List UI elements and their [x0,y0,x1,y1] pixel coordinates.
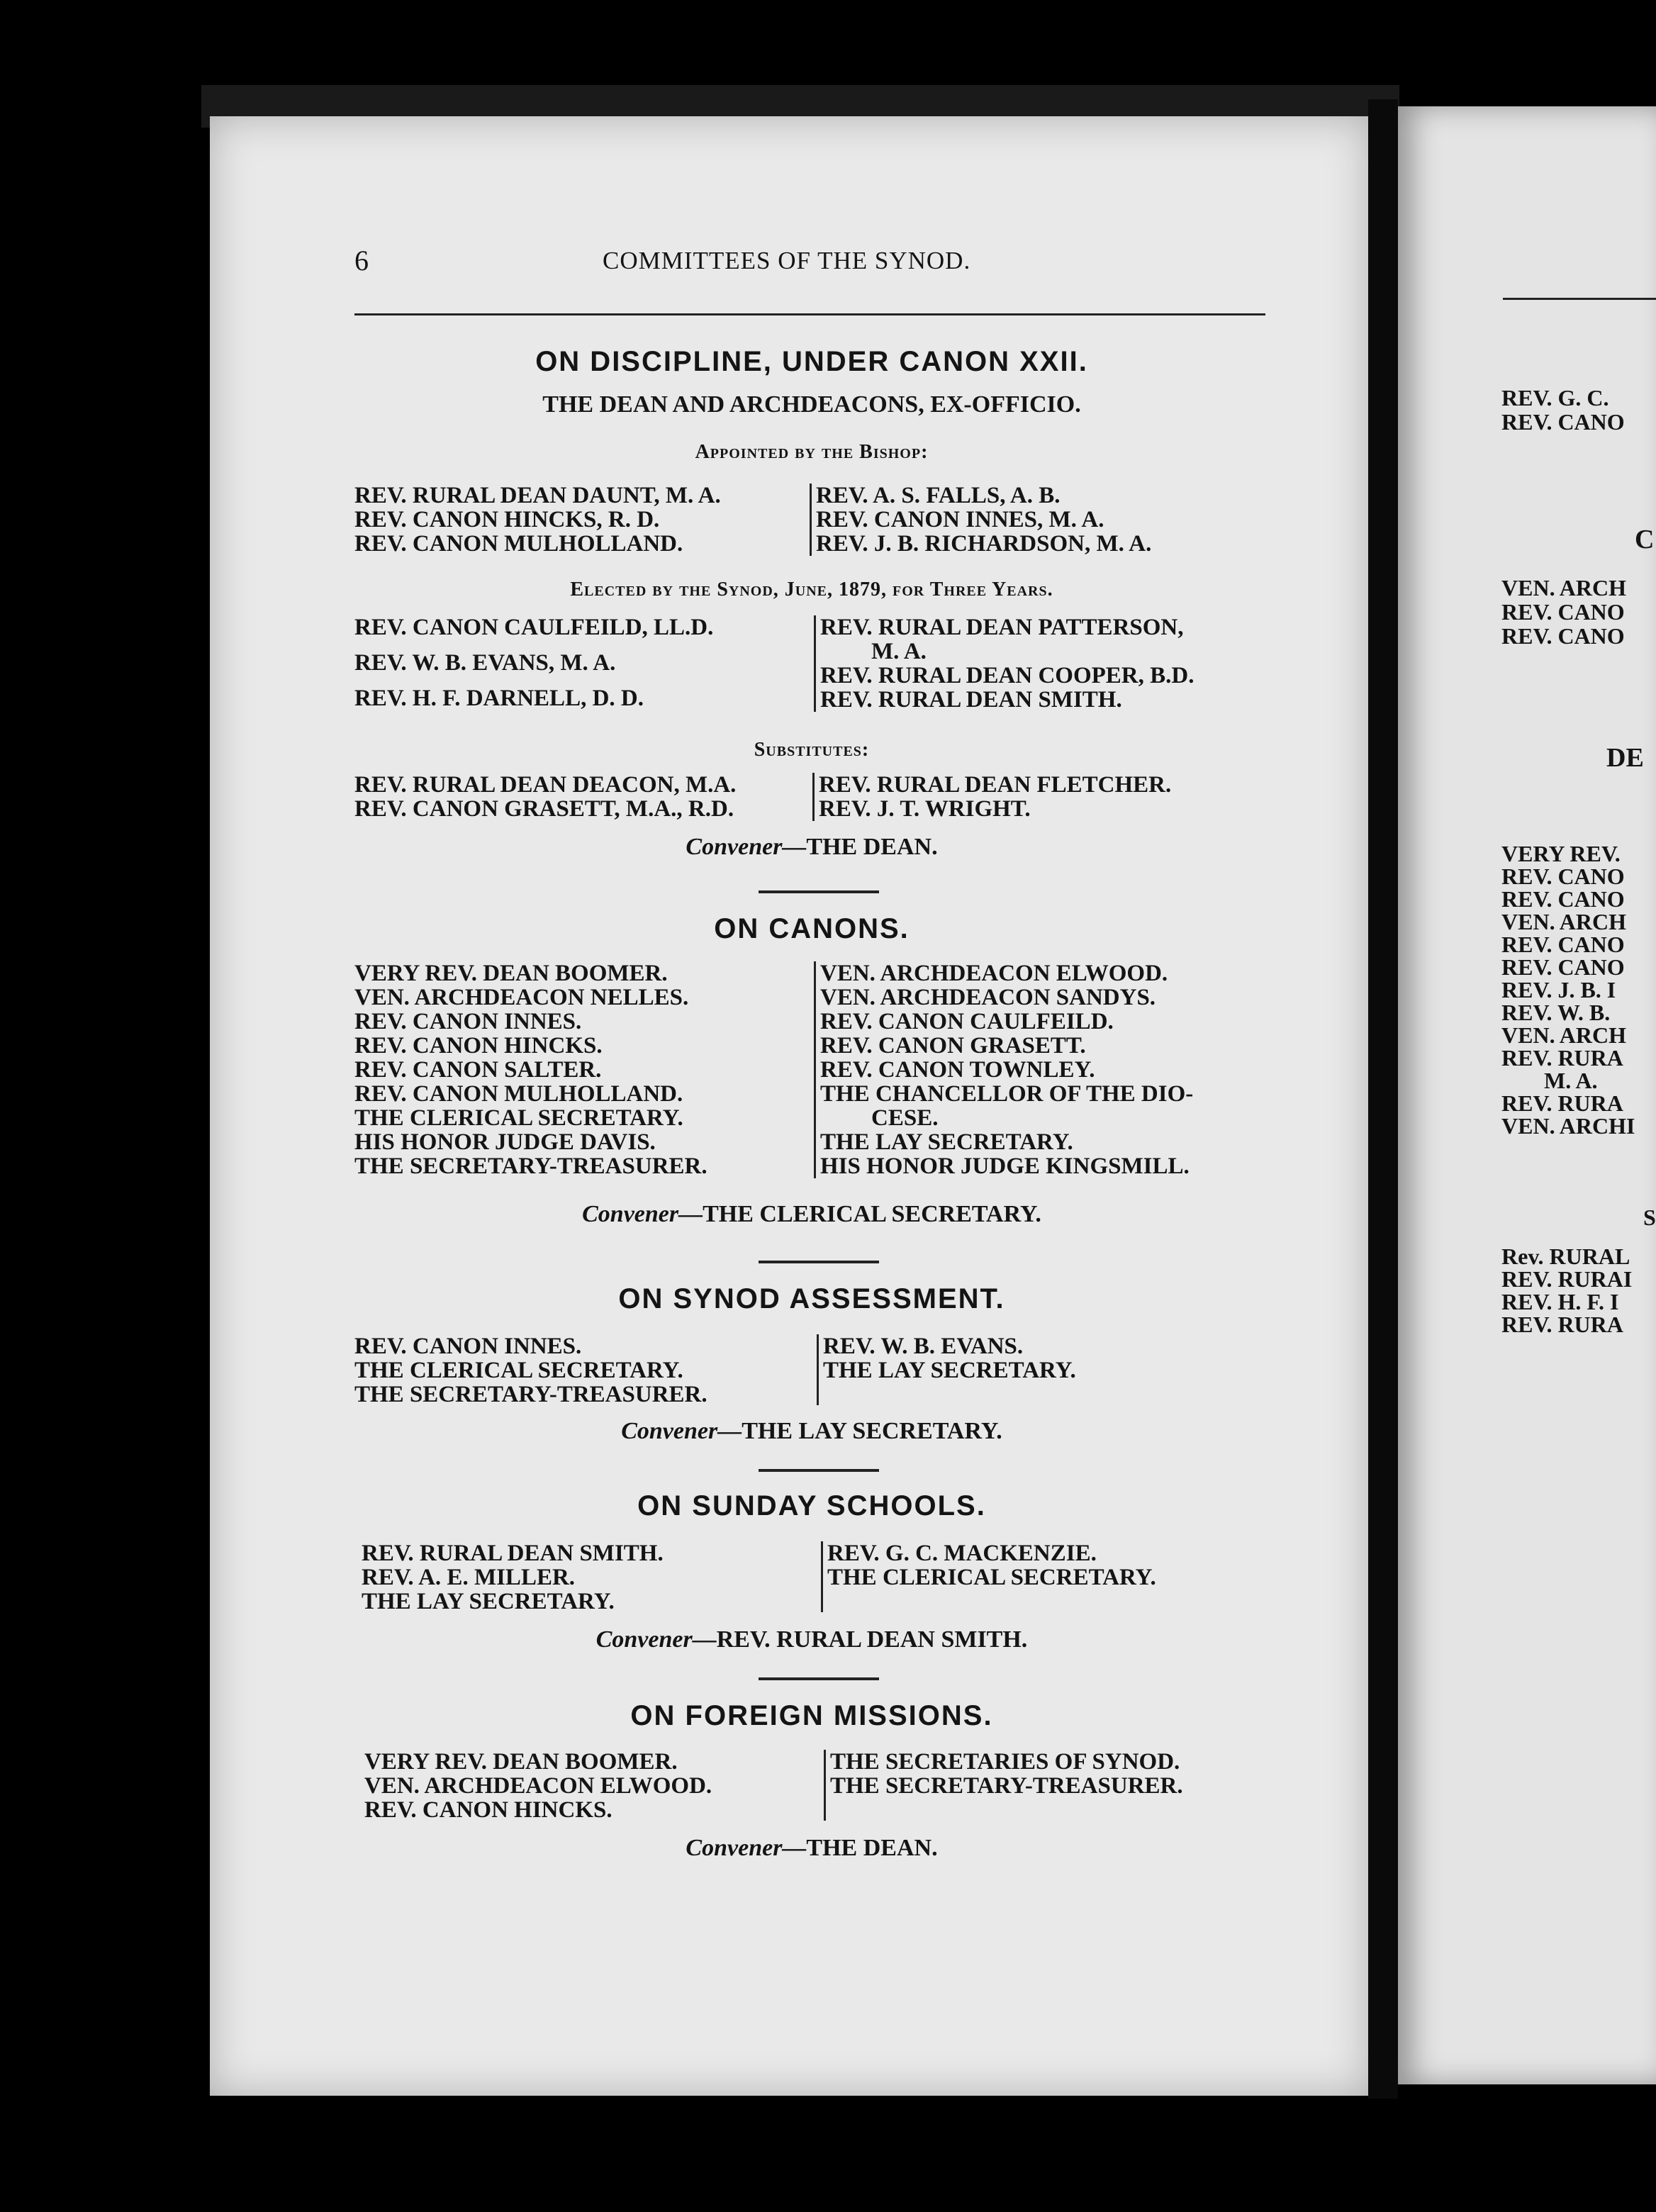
discipline-subtitle: THE DEAN AND ARCHDEACONS, EX-OFFICIO. [542,391,1081,418]
list-item: VEN. ARCH [1501,575,1627,601]
list-item: REV. CANON HINCKS. [354,1033,603,1058]
substitutes-left [354,773,736,821]
list-item: REV. A. E. MILLER. [362,1565,576,1590]
list-item: HIS HONOR JUDGE KINGSMILL. [820,1154,1190,1179]
facing-page-list [1501,842,1635,1137]
list-item: REV. CANON CAULFEILD, LL.D. [354,615,714,640]
list-item: REV. CANON HINCKS, R. D. [354,507,660,532]
convener-name: THE CLERICAL SECRETARY. [703,1201,1041,1227]
convener-label: Convener— [595,1626,717,1653]
elected-right [814,615,1194,712]
list-item: VEN. ARCH [1501,1022,1627,1048]
discipline-title: ON DISCIPLINE, UNDER CANON XXII. [535,346,1088,377]
substitutes-list [354,773,1276,824]
list-item: THE SECRETARIES OF SYNOD. [830,1749,1180,1775]
book-gutter [1368,99,1398,2099]
running-title: COMMITTEES OF THE SYNOD. [603,247,971,274]
list-item: REV. RURA [1501,1312,1623,1337]
assessment-title: ON SYNOD ASSESSMENT. [618,1283,1005,1314]
list-item: VEN. ARCHDEACON ELWOOD. [820,961,1168,986]
convener-label: Convener— [686,1835,807,1861]
list-item: THE SECRETARY-TREASURER. [354,1154,707,1179]
assessment-left [354,1334,707,1407]
list-item: REV. RURAL DEAN FLETCHER. [819,772,1172,798]
list-item: M. A. [1544,1068,1598,1093]
facing-heading-s: S [1643,1205,1656,1230]
list-item: REV. RURAL DEAN SMITH. [362,1541,664,1566]
list-item: REV. CANON GRASETT. [820,1033,1086,1058]
list-item: REV. CANON HINCKS. [364,1797,612,1823]
list-item: REV. CANON MULHOLLAND. [354,531,683,557]
list-item: REV. G. C. MACKENZIE. [827,1541,1097,1566]
list-item: VERY REV. DEAN BOOMER. [354,961,668,986]
elected-list [354,615,1276,729]
convener-label: Convener— [582,1201,703,1227]
foreign-left [364,1750,712,1822]
list-item: VERY REV. DEAN BOOMER. [364,1749,678,1775]
convener-label: Convener— [621,1418,742,1444]
facing-heading-de: DE [1606,743,1644,773]
list-item: THE LAY SECRETARY. [823,1358,1076,1383]
discipline-convener [354,834,1269,861]
list-item: REV. J. B. I [1501,977,1616,1002]
list-item: REV. RURA [1501,1045,1623,1071]
header-rule [354,313,1265,315]
list-item: VEN. ARCHDEACON NELLES. [354,985,689,1010]
section-divider [759,1469,879,1472]
list-item: REV. CANON INNES, M. A. [816,507,1104,532]
list-item: REV. RURAL DEAN SMITH. [820,687,1122,713]
substitutes-right [812,773,1171,821]
sunday-convener [354,1626,1269,1653]
list-item: REV. RURA [1501,1090,1623,1116]
list-item: REV. CANO [1501,864,1625,889]
section-divider [759,890,879,893]
facing-page-bottom [1501,1245,1632,1336]
list-item: VERY REV. [1501,841,1621,866]
elected-heading: Elected by the Synod, June, 1879, for Three Years. [570,579,1053,601]
list-item: REV. CANON GRASETT, M.A., R.D. [354,796,734,822]
foreign-convener [354,1835,1269,1862]
list-item: VEN. ARCHDEACON SANDYS. [820,985,1156,1010]
appointed-left [354,484,721,556]
list-item: M. A. [871,639,927,664]
list-item: REV. CANO [1501,599,1625,625]
facing-header-rule [1503,298,1656,300]
list-item: VEN. ARCHDEACON ELWOOD. [364,1773,712,1799]
facing-heading-c: C [1635,525,1655,554]
canons-title: ON CANONS. [714,913,910,944]
convener-name: THE LAY SECRETARY. [742,1418,1002,1444]
list-item: THE CLERICAL SECRETARY. [354,1358,683,1383]
convener-label: Convener— [686,834,807,860]
list-item: REV. CANON TOWNLEY. [820,1057,1095,1083]
list-item: VEN. ARCHI [1501,1113,1635,1139]
list-item: REV. H. F. DARNELL, D. D. [354,686,644,711]
list-item: REV. H. F. I [1501,1289,1619,1314]
appointed-heading: Appointed by the Bishop: [695,441,929,463]
list-item: REV. CANO [1501,886,1625,912]
list-item: THE SECRETARY-TREASURER. [830,1773,1183,1799]
foreign-right [824,1750,1183,1821]
list-item: Rev. RURAL [1501,1244,1630,1269]
appointed-list [354,484,1276,562]
sunday-title: ON SUNDAY SCHOOLS. [637,1490,986,1521]
list-item: THE LAY SECRETARY. [820,1129,1073,1155]
list-item: REV. RURAL DEAN PATTERSON, [820,615,1184,640]
elected-left [354,615,713,722]
list-item: THE SECRETARY-TREASURER. [354,1382,707,1407]
convener-name: REV. RURAL DEAN SMITH. [716,1626,1028,1653]
canons-list [354,961,1276,1181]
sunday-list [354,1541,1276,1619]
substitutes-heading: Substitutes: [754,739,870,761]
list-item: REV. A. S. FALLS, A. B. [816,483,1061,508]
appointed-right [810,484,1151,556]
list-item: REV. CANON SALTER. [354,1057,602,1083]
list-item: THE CHANCELLOR OF THE DIO- [820,1081,1194,1107]
list-item: REV. G. C. [1501,385,1609,410]
convener-name: THE DEAN. [806,834,938,860]
sunday-left [362,1541,664,1614]
list-item: HIS HONOR JUDGE DAVIS. [354,1129,656,1155]
convener-name: THE DEAN. [806,1835,938,1861]
list-item: VEN. ARCH [1501,909,1627,934]
list-item: REV. W. B. EVANS. [823,1334,1024,1359]
section-divider [759,1261,879,1263]
list-item: REV. RURAL DEAN DAUNT, M. A. [354,483,721,508]
list-item: THE LAY SECRETARY. [362,1589,615,1614]
list-item: REV. CANON INNES. [354,1334,582,1359]
list-item: REV. CANO [1501,954,1625,980]
sunday-right [821,1541,1156,1612]
list-item: REV. CANON MULHOLLAND. [354,1081,683,1107]
facing-page-top [1501,386,1625,434]
assessment-convener [354,1418,1269,1445]
list-item: REV. J. B. RICHARDSON, M. A. [816,531,1152,557]
facing-page-mid [1501,576,1626,648]
list-item: REV. CANON CAULFEILD. [820,1009,1114,1034]
list-item: REV. CANO [1501,623,1625,649]
list-item: REV. W. B. EVANS, M. A. [354,650,616,676]
assessment-right [817,1334,1076,1405]
section-divider [759,1677,879,1680]
list-item: REV. CANON INNES. [354,1009,582,1034]
list-item: REV. RURAL DEAN DEACON, M.A. [354,772,737,798]
canons-left [354,961,707,1178]
canons-right [814,961,1193,1178]
foreign-title: ON FOREIGN MISSIONS. [630,1700,993,1731]
list-item: REV. CANO [1501,409,1625,435]
list-item: CESE. [871,1105,939,1131]
canons-convener [354,1201,1269,1228]
foreign-list [354,1750,1276,1828]
list-item: THE CLERICAL SECRETARY. [827,1565,1156,1590]
list-item: REV. RURAL DEAN COOPER, B.D. [820,663,1195,688]
assessment-list [354,1334,1276,1412]
list-item: REV. W. B. [1501,1000,1611,1025]
page-number: 6 [354,245,369,276]
list-item: REV. RURAI [1501,1266,1633,1292]
list-item: REV. J. T. WRIGHT. [819,796,1031,822]
list-item: REV. CANO [1501,932,1625,957]
list-item: THE CLERICAL SECRETARY. [354,1105,683,1131]
